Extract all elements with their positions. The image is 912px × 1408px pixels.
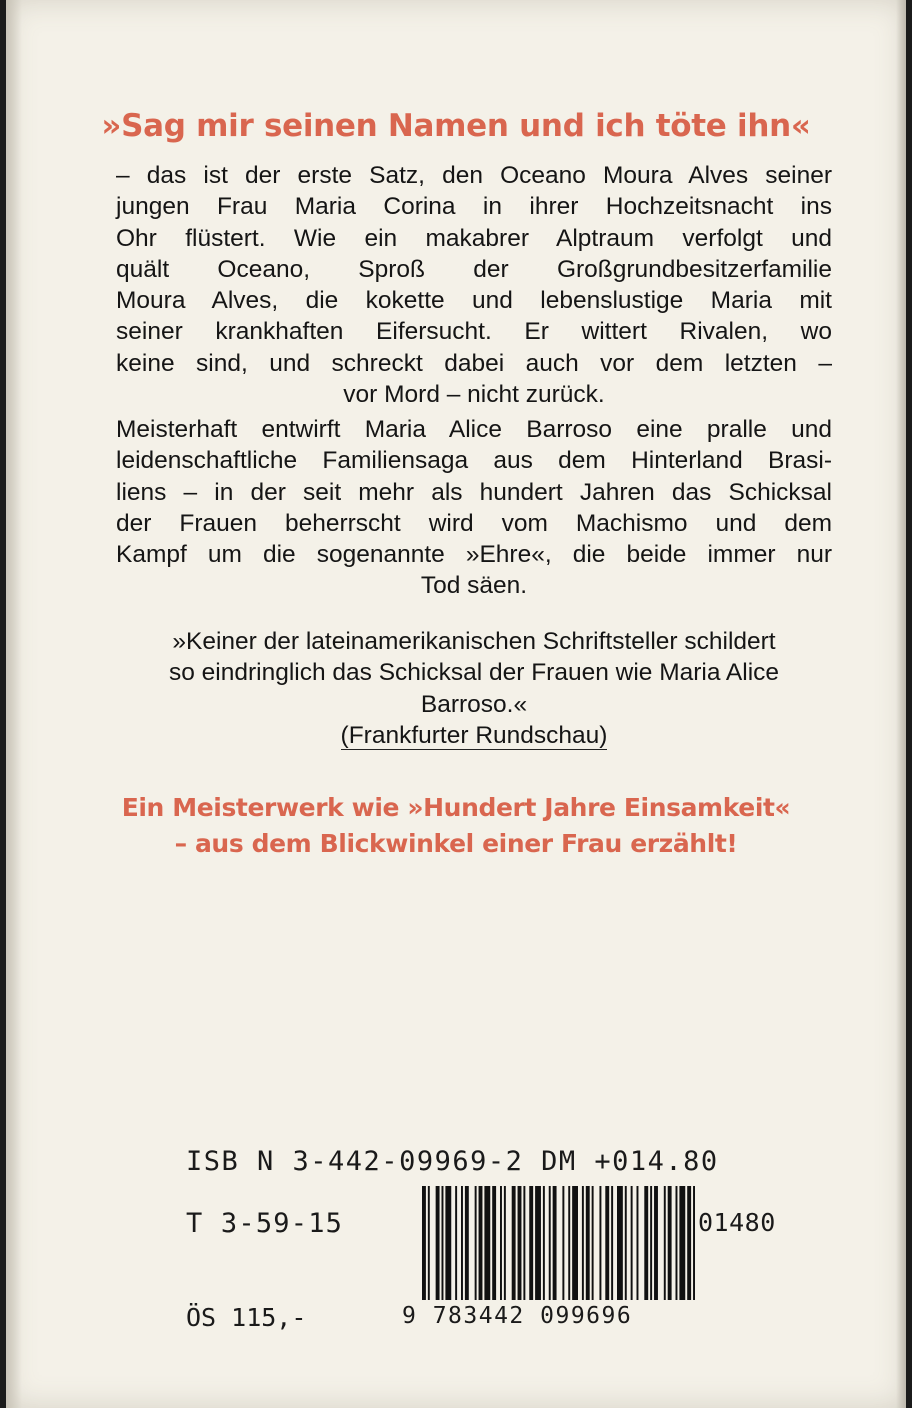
barcode-bar xyxy=(572,1186,578,1300)
quote-source: (Frankfurter Rundschau) xyxy=(340,721,608,749)
barcode-bar xyxy=(465,1186,469,1300)
barcode-bar xyxy=(611,1186,613,1300)
barcode-bar xyxy=(605,1186,609,1300)
quote-line: »Keiner der lateinamerikanischen Schriftsteller schildert xyxy=(172,628,776,655)
blurb-line: Ohr flüstert. Wie ein makabrer Alptraum verfolgt und xyxy=(116,224,832,252)
barcode-bar xyxy=(599,1186,601,1300)
barcode-bar xyxy=(582,1186,584,1300)
barcode xyxy=(418,1186,768,1300)
austrian-price: ÖS 115,- xyxy=(186,1303,307,1332)
barcode-bar xyxy=(562,1186,564,1300)
barcode-bar xyxy=(492,1186,496,1300)
blurb-line: liens – in der seit mehr als hundert Jahren das Schicksal xyxy=(116,478,832,506)
barcode-bar xyxy=(422,1186,426,1300)
tagline-line: – aus dem Blickwinkel einer Frau erzählt! xyxy=(174,829,738,858)
barcode-bar xyxy=(592,1186,594,1300)
barcode-bar xyxy=(518,1186,522,1300)
barcode-bar xyxy=(479,1186,483,1300)
barcode-bar xyxy=(500,1186,502,1300)
ean-digits: 9 783442 099696 xyxy=(402,1303,633,1329)
barcode-bar xyxy=(586,1186,590,1300)
barcode-bar xyxy=(535,1186,541,1300)
barcode-bar xyxy=(484,1186,490,1300)
quote-line: Barroso.« xyxy=(420,690,528,718)
barcode-bar xyxy=(631,1186,633,1300)
barcode-bar xyxy=(654,1186,658,1300)
t-code: T 3-59-15 xyxy=(186,1208,344,1239)
cover-right-edge xyxy=(896,0,906,1408)
barcode-bar xyxy=(461,1186,463,1300)
isbn-line: ISB N 3-442-09969-2 DM +014.80 xyxy=(186,1146,719,1177)
barcode-bar xyxy=(442,1186,444,1300)
price-code: 01480 xyxy=(698,1208,776,1237)
blurb-line: – das ist der erste Satz, den Oceano Moura Alves seiner xyxy=(116,162,832,189)
barcode-bar xyxy=(475,1186,477,1300)
blurb-line: Moura Alves, die kokette und lebenslustige Maria mit xyxy=(116,287,832,315)
barcode-bar xyxy=(693,1186,695,1300)
barcode-bar xyxy=(650,1186,652,1300)
book-back-cover xyxy=(6,0,906,1408)
blurb-line: keine sind, und schreckt dabei auch vor dem letzten – xyxy=(116,349,832,377)
barcode-bar xyxy=(504,1186,506,1300)
blurb-line: vor Mord – nicht zurück. xyxy=(343,381,605,409)
barcode-bar xyxy=(436,1186,440,1300)
quote-line: so eindringlich das Schicksal der Frauen wie Maria Alice xyxy=(168,659,780,687)
blurb-line: der Frauen beherrscht wird vom Machismo und dem xyxy=(116,509,832,537)
barcode-bar xyxy=(679,1186,685,1300)
blurb-line: Tod säen. xyxy=(420,572,528,600)
barcode-bar xyxy=(664,1186,666,1300)
barcode-bar xyxy=(445,1186,451,1300)
barcode-bar xyxy=(617,1186,623,1300)
quote-source-line xyxy=(116,720,832,751)
blurb-paragraph-1 xyxy=(116,160,832,410)
blurb-line: jungen Frau Maria Corina in ihrer Hochzeitsnacht ins xyxy=(116,193,832,221)
headline-quote: »Sag mir seinen Namen und ich töte ihn« xyxy=(101,108,811,144)
barcode-bar xyxy=(637,1186,639,1300)
barcode-bar xyxy=(549,1186,551,1300)
barcode-bar xyxy=(529,1186,533,1300)
barcode-bar xyxy=(428,1186,430,1300)
barcode-bar xyxy=(687,1186,691,1300)
barcode-bar xyxy=(676,1186,678,1300)
barcode-bar xyxy=(455,1186,457,1300)
barcode-bar xyxy=(553,1186,557,1300)
barcode-bar xyxy=(668,1186,672,1300)
blurb-paragraph-2 xyxy=(116,414,832,602)
tagline-line: Ein Meisterwerk wie »Hundert Jahre Einsamkeit« xyxy=(121,793,791,822)
blurb-line: Kampf um die sogenannte »Ehre«, die beide immer nur xyxy=(116,541,832,569)
press-quote xyxy=(116,626,832,751)
blurb-line: Meisterhaft entwirft Maria Alice Barroso eine pralle und xyxy=(116,416,832,443)
blurb-line: seiner krankhaften Eifersucht. Er wittert Rivalen, wo xyxy=(116,318,832,346)
barcode-bar xyxy=(644,1186,648,1300)
barcode-bar xyxy=(568,1186,570,1300)
barcode-bar xyxy=(543,1186,545,1300)
cover-left-edge xyxy=(6,0,22,1408)
blurb-line: quält Oceano, Sproß der Großgrundbesitzerfamilie xyxy=(116,255,832,283)
tagline xyxy=(6,790,906,862)
barcode-bar xyxy=(523,1186,525,1300)
barcode-bar xyxy=(512,1186,516,1300)
blurb-line: leidenschaftliche Familiensaga aus dem Hinterland Brasi- xyxy=(116,447,832,475)
barcode-bar xyxy=(625,1186,627,1300)
